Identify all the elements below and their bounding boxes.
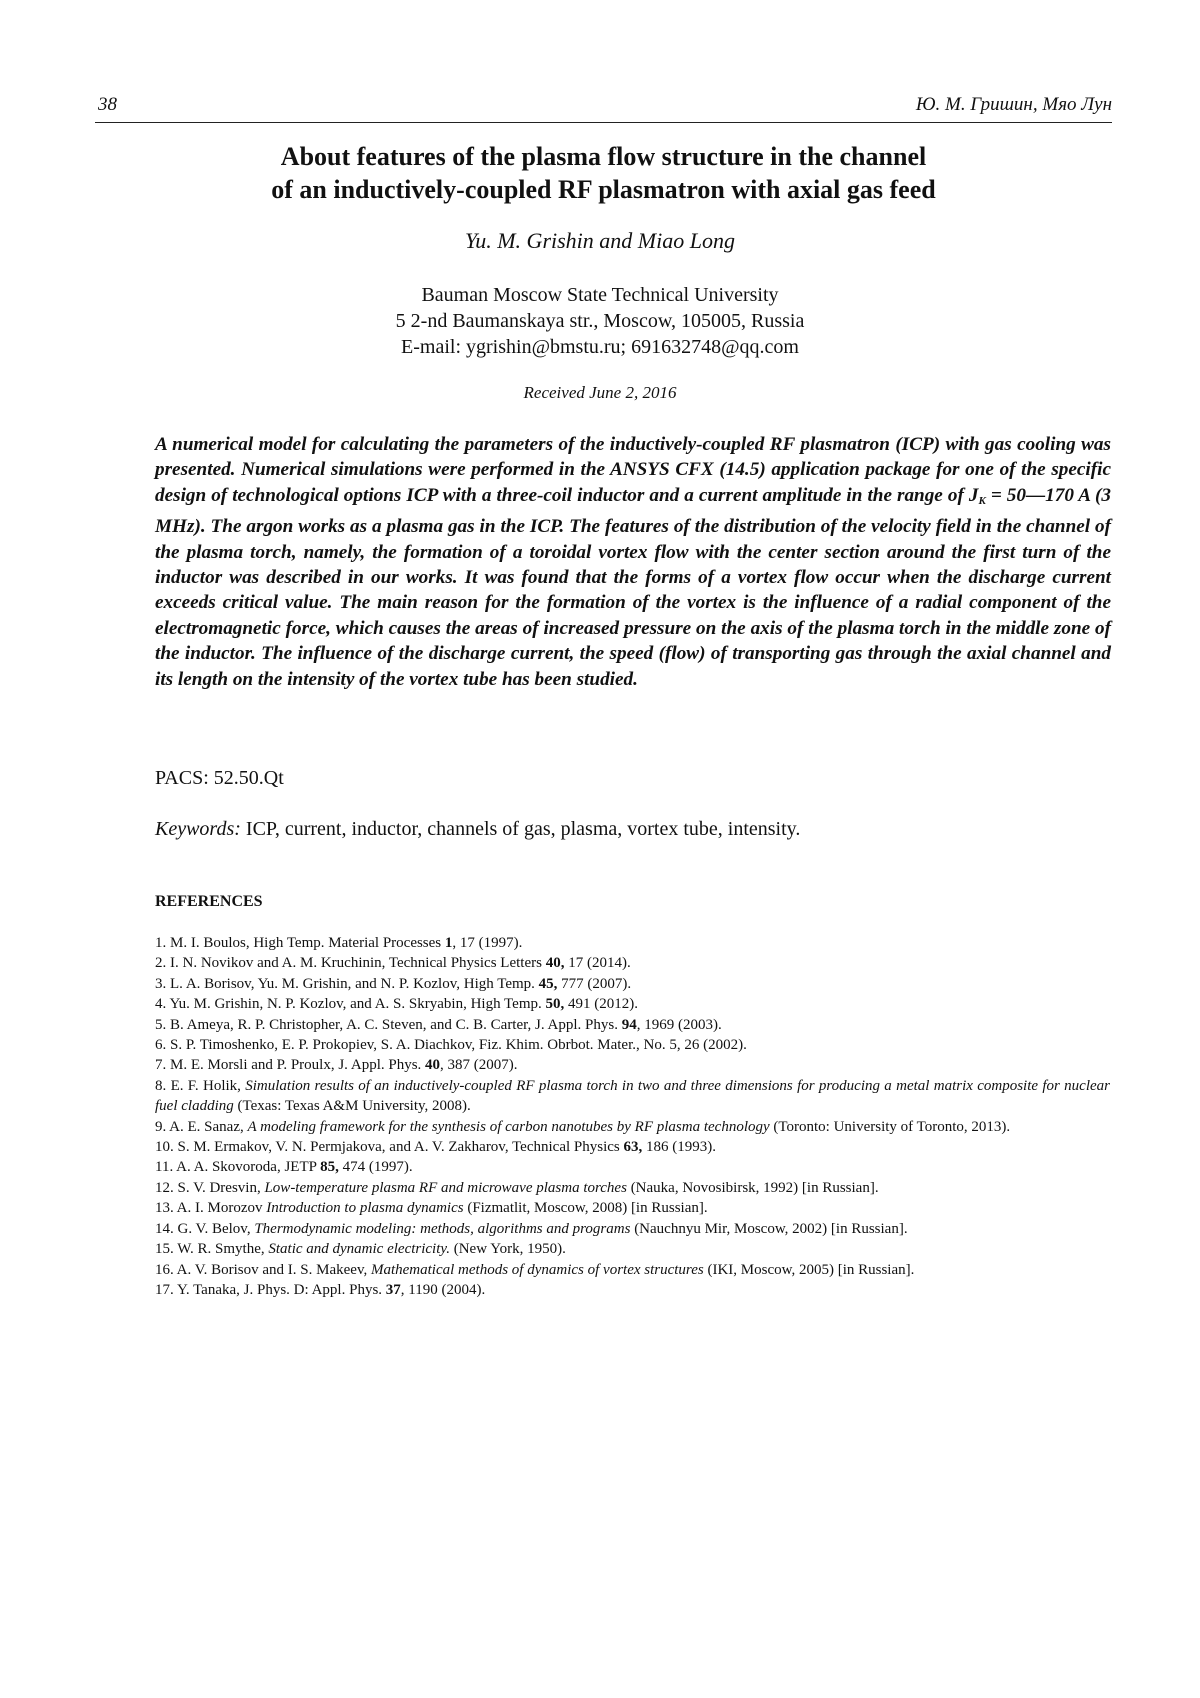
reference-volume: 45, — [538, 975, 558, 992]
abstract-text-1: A numerical model for calculating the parameters of the inductively-coupled RF plasmatron (ICP) with gas cooling was presented. Numerical simulations were performed in the ANSYS CFX (14.5) application package for one of the specific design of technological options ICP with a three-coil inductor and a current amplitude in the range of J — [155, 434, 1111, 506]
abstract-subscript: K — [978, 494, 986, 507]
reference-item — [155, 1117, 1110, 1137]
keywords-label: Keywords: — [155, 818, 241, 840]
reference-text: (Toronto: University of Toronto, 2013). — [769, 1118, 1011, 1135]
reference-text: (IKI, Moscow, 2005) [in Russian]. — [703, 1261, 915, 1278]
reference-italic-title: Simulation results of an inductively-coupled RF plasma torch in two and three dimensions for producing a metal matrix composite for nuclear fuel cladding — [155, 1077, 1110, 1115]
reference-text: 3. L. A. Borisov, Yu. M. Grishin, and N. P. Kozlov, High Temp. — [155, 975, 539, 992]
reference-text: 777 (2007). — [557, 975, 632, 992]
reference-volume: 40, — [545, 955, 565, 972]
reference-text: 9. A. E. Sanaz, — [155, 1118, 248, 1135]
reference-item — [155, 953, 1110, 973]
reference-italic-title: A modeling framework for the synthesis of carbon nanotubes by RF plasma technology — [247, 1118, 770, 1135]
title-line-2: of an inductively-coupled RF plasmatron with axial gas feed — [271, 175, 936, 204]
reference-text: (Nauka, Novosibirsk, 1992) [in Russian]. — [626, 1179, 879, 1196]
reference-volume: 85, — [320, 1159, 339, 1176]
reference-text: 17. Y. Tanaka, J. Phys. D: Appl. Phys. — [155, 1281, 386, 1298]
reference-text: 186 (1993). — [642, 1139, 716, 1156]
reference-text: 8. E. F. Holik, — [155, 1077, 246, 1094]
reference-item — [155, 1239, 1110, 1259]
reference-item — [155, 1137, 1110, 1157]
reference-volume: 40 — [425, 1057, 441, 1074]
reference-italic-title: Mathematical methods of dynamics of vortex structures — [370, 1261, 704, 1278]
reference-text: (Nauchnyu Mir, Moscow, 2002) [in Russian]. — [630, 1220, 908, 1237]
reference-text: 13. A. I. Morozov — [155, 1200, 267, 1217]
title-line-1: About features of the plasma flow structure in the channel — [280, 142, 927, 171]
reference-text: (New York, 1950). — [449, 1241, 566, 1258]
abstract-text-2: = 50—170 A (3 MHz). The argon works as a plasma gas in the ICP. The features of the distribution of the velocity field in the channel of the plasma torch, namely, the formation of a toroidal vortex flow with the center section around the first turn of the inductor was described in our works. It was found that the forms of a vortex flow occur when the discharge current exceeds critical value. The main reason for the formation of the vortex is the influence of a radial component of the electromagnetic force, which causes the areas of increased pressure on the axis of the plasma torch in the middle zone of the inductor. The influence of the discharge current, the speed (flow) of transporting gas through the axial channel and its length on the intensity of the vortex tube has been studied. — [155, 484, 1111, 690]
abstract — [155, 432, 1111, 692]
reference-item — [155, 1015, 1110, 1035]
keywords-text: ICP, current, inductor, channels of gas, plasma, vortex tube, intensity. — [240, 818, 801, 840]
reference-text: 474 (1997). — [338, 1159, 413, 1176]
reference-text: 2. I. N. Novikov and A. M. Kruchinin, Technical Physics Letters — [155, 955, 546, 972]
reference-volume: 1 — [444, 935, 453, 951]
pacs-code: PACS: 52.50.Qt — [155, 767, 284, 789]
reference-volume: 50, — [545, 996, 565, 1013]
email: E-mail: ygrishin@bmstu.ru; 691632748@qq.com — [401, 336, 799, 358]
reference-item — [155, 1198, 1110, 1218]
affiliation — [0, 282, 1200, 360]
reference-item — [155, 1260, 1110, 1280]
address: 5 2-nd Baumanskaya str., Moscow, 105005, Russia — [395, 310, 805, 332]
reference-text: , 1190 (2004). — [400, 1281, 486, 1298]
reference-text: 17 (2014). — [564, 955, 631, 972]
reference-item — [155, 1178, 1110, 1198]
authors: Yu. M. Grishin and Miao Long — [465, 228, 735, 253]
reference-text: 15. W. R. Smythe, — [155, 1241, 269, 1258]
reference-italic-title: Low-temperature plasma RF and microwave plasma torches — [264, 1179, 627, 1196]
reference-text: 4. Yu. M. Grishin, N. P. Kozlov, and A. S. Skryabin, High Temp. — [155, 996, 546, 1013]
reference-item — [155, 1219, 1110, 1239]
reference-italic-title: Introduction to plasma dynamics — [266, 1200, 464, 1217]
reference-item — [155, 1076, 1110, 1117]
reference-text: 491 (2012). — [564, 996, 638, 1013]
reference-text: 1. M. I. Boulos, High Temp. Material Processes — [155, 935, 445, 951]
reference-item — [155, 1280, 1110, 1300]
page-number: 38 — [98, 94, 117, 115]
reference-volume: 94 — [621, 1016, 637, 1033]
reference-italic-title: Static and dynamic electricity. — [268, 1241, 450, 1258]
reference-text: , 1969 (2003). — [636, 1016, 722, 1033]
reference-item — [155, 933, 1110, 953]
article-title — [95, 140, 1112, 206]
reference-text: 11. A. A. Skovoroda, JETP — [155, 1159, 321, 1176]
reference-item — [155, 1055, 1110, 1075]
reference-text: , 17 (1997). — [452, 935, 523, 951]
reference-item — [155, 1035, 1110, 1055]
received-date: Received June 2, 2016 — [523, 383, 677, 402]
institution: Bauman Moscow State Technical University — [421, 284, 779, 306]
reference-text: , 387 (2007). — [440, 1057, 518, 1074]
reference-volume: 37 — [385, 1281, 401, 1298]
reference-text: (Texas: Texas A&M University, 2008). — [233, 1098, 471, 1115]
reference-italic-title: Thermodynamic modeling: methods, algorithms and programs — [254, 1220, 631, 1237]
reference-item — [155, 1157, 1110, 1177]
keywords — [155, 818, 800, 841]
reference-text: 6. S. P. Timoshenko, E. P. Prokopiev, S. A. Diachkov, Fiz. Khim. Obrbot. Mater., No. 5, 26 (2002). — [155, 1037, 747, 1054]
reference-item — [155, 974, 1110, 994]
references-heading: REFERENCES — [155, 893, 263, 910]
reference-text: 5. B. Ameya, R. P. Christopher, A. C. Steven, and C. B. Carter, J. Appl. Phys. — [155, 1016, 622, 1033]
reference-volume: 63, — [623, 1139, 643, 1156]
reference-text: 16. A. V. Borisov and I. S. Makeev, — [155, 1261, 371, 1278]
reference-text: 14. G. V. Belov, — [155, 1220, 255, 1237]
reference-text: 10. S. M. Ermakov, V. N. Permjakova, and A. V. Zakharov, Technical Physics — [155, 1139, 624, 1156]
reference-text: (Fizmatlit, Moscow, 2008) [in Russian]. — [463, 1200, 708, 1217]
running-header — [95, 92, 1112, 123]
reference-item — [155, 994, 1110, 1014]
running-authors: Ю. М. Гришин, Мяо Лун — [915, 94, 1112, 115]
reference-list — [155, 933, 1110, 1300]
reference-text: 12. S. V. Dresvin, — [155, 1179, 265, 1196]
reference-text: 7. M. E. Morsli and P. Proulx, J. Appl. Phys. — [155, 1057, 426, 1074]
